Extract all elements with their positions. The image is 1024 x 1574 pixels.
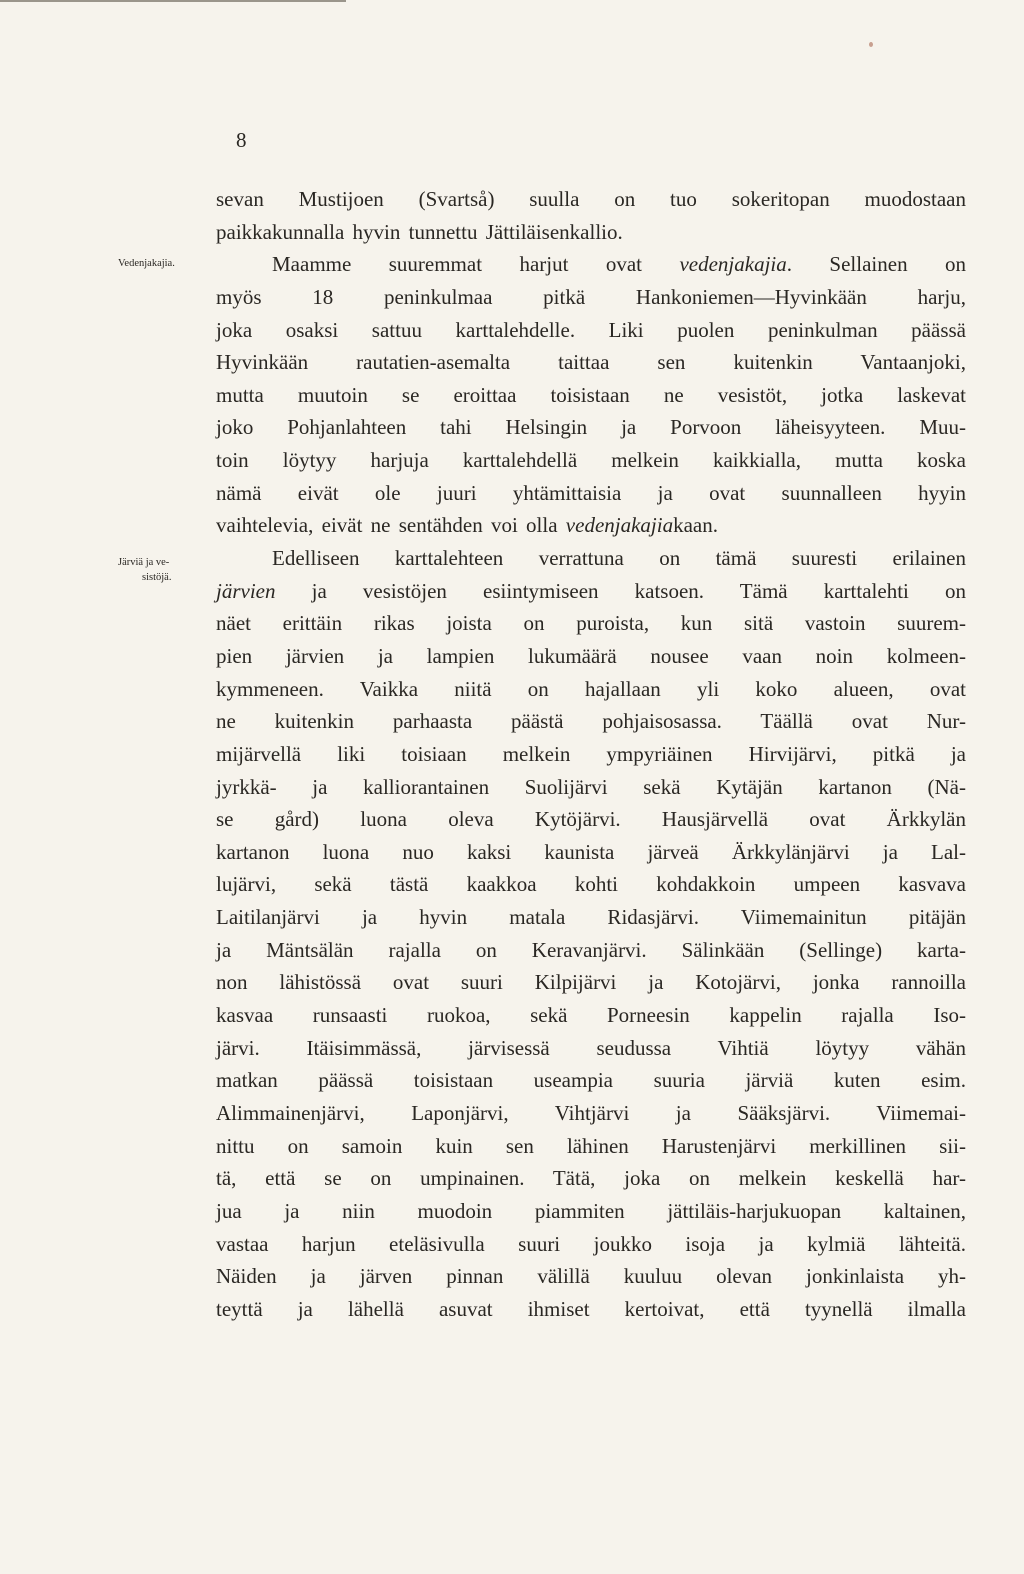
text-line: Näiden ja järven pinnan välillä kuuluu olevan jonkinlaista yh-	[216, 1264, 966, 1289]
marginal-note-jarvia-line-2: sistöjä.	[142, 572, 172, 583]
text-line: näet erittäin rikas joista on puroista, kun sitä vastoin suurem-	[216, 611, 966, 636]
paper-speck	[869, 42, 873, 47]
text-line: toin löytyy harjuja karttalehdellä melkein kaikkialla, mutta koska	[216, 448, 966, 473]
text-line: pien järvien ja lampien lukumäärä nousee vaan noin kolmeen-	[216, 643, 966, 668]
text-line: Maamme suuremmat harjut ovat vedenjakajia. Sellainen on	[272, 252, 966, 277]
text-line: myös 18 peninkulmaa pitkä Hankoniemen—Hyvinkään harju,	[216, 284, 966, 309]
text-line: paikkakunnalla hyvin tunnettu Jättiläisenkallio.	[216, 219, 623, 244]
page-number: 8	[236, 128, 247, 152]
text-line: jua ja niin muodoin piammiten jättiläis-harjukuopan kaltainen,	[216, 1198, 966, 1223]
emphasis: vedenjakajia	[679, 252, 787, 277]
text-line: Alimmainenjärvi, Laponjärvi, Vihtjärvi ja Sääksjärvi. Viimemai-	[216, 1100, 966, 1125]
body-text	[216, 183, 966, 1325]
text-line: matkan päässä toisistaan useampia suuria järviä kuten esim.	[216, 1068, 966, 1093]
text-line: teyttä ja lähellä asuvat ihmiset kertoivat, että tyynellä ilmalla	[216, 1296, 966, 1321]
text-line: jyrkkä- ja kalliorantainen Suolijärvi sekä Kytäjän kartanon (Nä-	[216, 774, 966, 799]
text-line: joko Pohjanlahteen tahi Helsingin ja Porvoon läheisyyteen. Muu-	[216, 415, 966, 440]
text-line: Edelliseen karttalehteen verrattuna on tämä suuresti erilainen	[272, 546, 966, 571]
text-line: tä, että se on umpinainen. Tätä, joka on melkein keskellä har-	[216, 1166, 966, 1191]
text-line: vaihtelevia, eivät ne sentähden voi olla vedenjakajiakaan.	[216, 513, 718, 538]
text-line: Hyvinkään rautatien-asemalta taittaa sen kuitenkin Vantaanjoki,	[216, 350, 966, 375]
text-line: kymmeneen. Vaikka niitä on hajallaan yli koko alueen, ovat	[216, 676, 966, 701]
text-line: se gård) luona oleva Kytöjärvi. Hausjärvellä ovat Ärkkylän	[216, 807, 966, 832]
text-line: kartanon luona nuo kaksi kaunista järveä Ärkkylänjärvi ja Lal-	[216, 839, 966, 864]
text-line: järvien ja vesistöjen esiintymiseen katsoen. Tämä karttalehti on	[216, 578, 966, 603]
text-line: nittu on samoin kuin sen lähinen Harustenjärvi merkillinen sii-	[216, 1133, 966, 1158]
text-line: ja Mäntsälän rajalla on Keravanjärvi. Sälinkään (Sellinge) karta-	[216, 937, 966, 962]
text-line: kasvaa runsaasti ruokoa, sekä Porneesin kappelin rajalla Iso-	[216, 1003, 966, 1028]
text-line: ne kuitenkin parhaasta päästä pohjaisosassa. Täällä ovat Nur-	[216, 709, 966, 734]
text-line: vastaa harjun eteläsivulla suuri joukko isoja ja kylmiä lähteitä.	[216, 1231, 966, 1256]
text-line: mijärvellä liki toisiaan melkein ympyriäinen Hirvijärvi, pitkä ja	[216, 741, 966, 766]
marginal-note-jarvia-line-1: Järviä ja ve-	[118, 557, 170, 568]
text-line: järvi. Itäisimmässä, järvisessä seudussa Vihtiä löytyy vähän	[216, 1035, 966, 1060]
top-edge-rule	[0, 0, 346, 2]
marginal-note-jarvia	[118, 555, 208, 585]
emphasis: vedenjakajia	[565, 513, 674, 538]
text-line: nämä eivät ole juuri yhtämittaisia ja ovat suunnalleen hyyin	[216, 480, 966, 505]
text-line: sevan Mustijoen (Svartså) suulla on tuo sokeritopan muodostaan	[216, 187, 966, 211]
text-line: joka osaksi sattuu karttalehdelle. Liki puolen peninkulman päässä	[216, 317, 966, 342]
text-line: Laitilanjärvi ja hyvin matala Ridasjärvi. Viimemainitun pitäjän	[216, 905, 966, 930]
marginal-note-vedenjakajia: Vedenjakajia.	[118, 258, 175, 269]
text-line: lujärvi, sekä tästä kaakkoa kohti kohdakkoin umpeen kasvava	[216, 872, 966, 897]
text-line: mutta muutoin se eroittaa toisistaan ne vesistöt, jotka laskevat	[216, 382, 966, 407]
text-line: non lähistössä ovat suuri Kilpijärvi ja Kotojärvi, jonka rannoilla	[216, 970, 966, 995]
emphasis: järvien	[216, 578, 276, 603]
